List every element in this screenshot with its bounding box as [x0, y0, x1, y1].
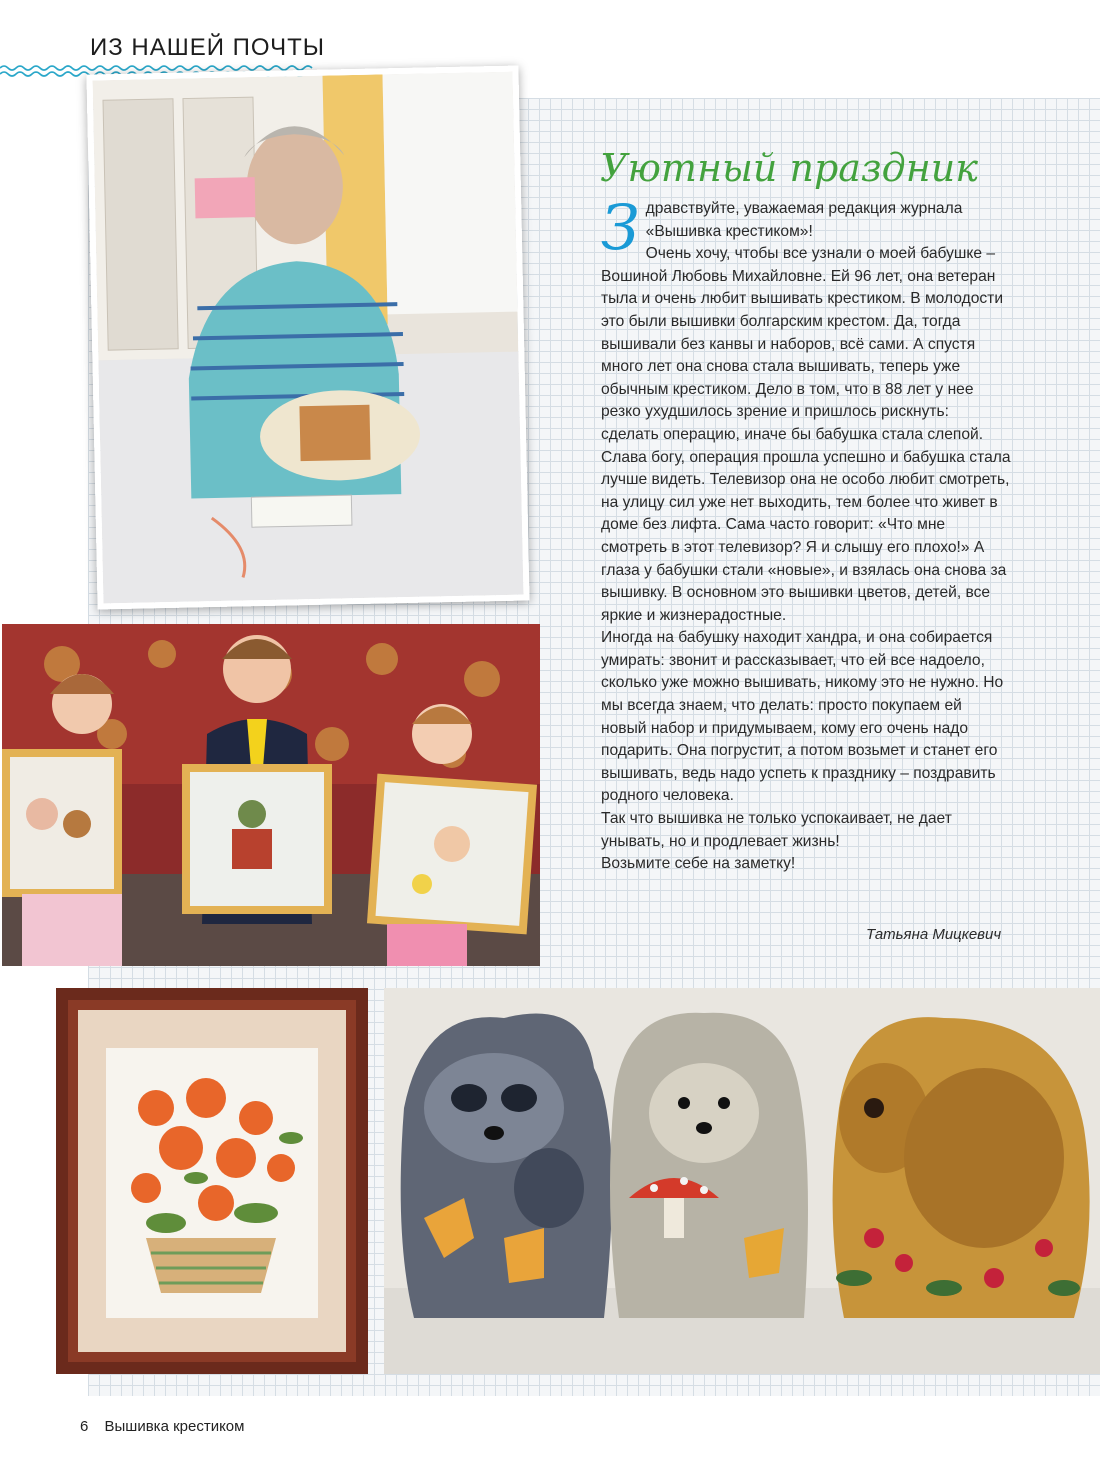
drop-cap: З	[601, 191, 640, 264]
photo-children-with-embroideries	[2, 624, 540, 966]
article-paragraph: Возьмите себе на заметку!	[601, 855, 796, 873]
magazine-name: Вышивка крестиком	[104, 1418, 245, 1435]
page-number: 6	[80, 1418, 89, 1435]
article-body	[601, 191, 1011, 876]
photo-embroidered-animal-pillows	[384, 988, 1100, 1374]
article-paragraph: Очень хочу, чтобы все узнали о моей бабушке – Вошиной Любовь Михайловне. Ей 96 лет, она ветеран тыла и очень любит вышивать крестиком. В молодости это были вышивки болгарским крестом. Да, тогда вышивали без канвы и наборов, всё сами. А спустя много лет она снова стала вышивать, теперь уже обычным крестиком. Дело в том, что в 88 лет у нее резко ухудшилось зрение и пришлось рискнуть: сделать операцию, иначе бы бабушка стала слепой. Слава богу, операция прошла успешно и бабушка стала лучше видеть. Телевизор она не особо любит смотреть, на улицу сил уже нет выходить, тем более что живет в доме без лифта. Сама часто говорит: «Что мне смотреть в этот телевизор? Я и слышу его плохо!» А глаза у бабушки стали «новые», и взялась она снова за вышивку. В основном это вышивки цветов, детей, все яркие и жизнерадостные.	[601, 245, 1011, 624]
photo-framed-flowers-embroidery	[56, 988, 368, 1374]
article-paragraph: Иногда на бабушку находит хандра, и она собирается умирать: звонит и рассказывает, что ей все надоело, сколько уже можно вышивать, никому это не нужно. Но мы всегда знаем, что делать: просто покупаем ей новый набор и придумываем, кому его очень надо подарить. Она погрустит, а потом возьмет и станет его вышивать, ведь надо успеть к празднику – поздравить родного человека.	[601, 629, 1004, 805]
author-signature: Татьяна Мицкевич	[866, 926, 1002, 943]
article-title: Уютный праздник	[600, 146, 978, 190]
photo-grandmother-embroidering	[86, 66, 529, 610]
article-paragraph: дравствуйте, уважаемая редакция журнала «Вышивка крестиком»!	[645, 200, 963, 240]
section-title: ИЗ НАШЕЙ ПОЧТЫ	[90, 34, 325, 61]
article-paragraph: Так что вышивка не только успокаивает, не дает унывать, но и продлевает жизнь!	[601, 810, 952, 850]
page-footer	[80, 1418, 244, 1435]
